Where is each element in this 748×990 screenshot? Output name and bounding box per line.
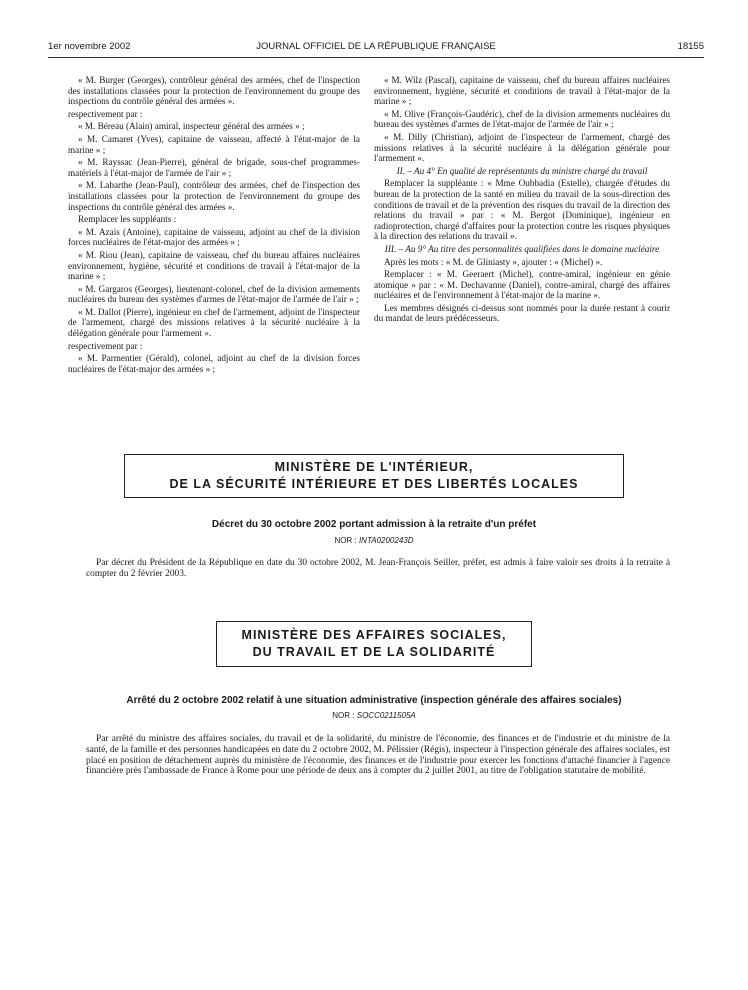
section-heading: II. – Au 4° En qualité de représentants du ministre chargé du travail [396,165,648,176]
arrete-text: Par arrêté du ministre des affaires sociales, du travail et de la solidarité, du ministre de l'économie, des finances et de l'industrie et du ministre de la santé, de la famille et des personnes handicapées en date du 2 octobre 2002, M. Pélissier (Régis), inspecteur à l'inspection générale des affaires sociales, est placé en position de détachement auprès du ministère de l'économie, des finances et de l'industrie pour exercer les fonctions d'attaché financier à l'agence financière près l'ambassade de France à Rome pour une période de deux ans à compter du 2 juillet 2001, au titre de l'obligation statutaire de mobilité. [86,734,670,777]
paragraph: « M. Labarthe (Jean-Paul), contrôleur des armées, chef de l'inspection des installations classées pour la protection de l'environnement du groupe des inspections du contrôle général des armées ». [68,180,360,212]
page-header [48,41,704,58]
header-page-number: 18155 [677,41,704,52]
ministry-heading-line: MINISTÈRE DES AFFAIRES SOCIALES, [241,628,507,642]
right-column [374,75,670,326]
decree-title: Décret du 30 octobre 2002 portant admission à la retraite d'un préfet [211,519,537,530]
paragraph: « M. Gargaros (Georges), lieutenant-colonel, chef de la division armements nucléaires du bureau des systèmes d'armes de l'état-major de l'armée de l'air » ; [68,283,360,305]
nor-code: INTA0200243D [358,536,414,545]
paragraph: « M. Azais (Antoine), capitaine de vaisseau, adjoint au chef de la division forces nucléaires de l'état-major des armées » ; [68,226,360,248]
paragraph: Remplacer la suppléante : « Mme Oubbadia (Estelle), chargée d'études du bureau de la protection de la santé en milieu du travail de la sous-direction des conditions de travail et de la prévention des risques du travail de la direction des relations du travail » par : « M. Bergot (Dominique), ingénieur en radioprotection, chargé d'affaires pour la protection contre les risques physiques à la direction des relations du travail ». [374,178,670,242]
paragraph: « M. Béreau (Alain) amiral, inspecteur général des armées » ; [78,121,305,132]
paragraph: « M. Rayssac (Jean-Pierre), général de brigade, sous-chef programmes-matériels à l'état-major de l'armée de l'air » ; [68,157,360,178]
nor-code: SOCC0211505A [356,711,416,720]
paragraph: respectivement par : [68,108,143,119]
paragraph: « M. Dilly (Christian), adjoint de l'inspecteur de l'armement, chargé des missions relatives à la sécurité nucléaire à la délégation générale pour l'armement ». [374,131,670,164]
paragraph: « M. Burger (Georges), contrôleur général des armées, chef de l'inspection des installations classées pour la protection de l'environnement du groupe des inspections du contrôle général des armées ». [68,75,360,107]
section-heading: III. – Au 9° Au titre des personnalités qualifiées dans le domaine nucléaire [384,243,660,254]
decree-text: Par décret du Président de la République en date du 30 octobre 2002, M. Jean-François Seiller, préfet, est admis à faire valoir ses droits à la retraite à compter du 2 février 2003. [86,558,670,579]
decree-nor [48,536,700,545]
paragraph: « M. Riou (Jean), capitaine de vaisseau, chef du bureau affaires nucléaires environnement, hygiène, sécurité et conditions de travail à l'état-major de la marine » ; [68,249,360,282]
arrete-nor [48,711,700,720]
paragraph: Remplacer : « M. Geeraert (Michel), contre-amiral, ingénieur en génie atomique » par : « M. Dechavanne (Daniel), contre-amiral, chargé des affaires nucléaires et de l'environnement à l'état-major de la marine ». [374,269,670,301]
paragraph: « M. Wilz (Pascal), capitaine de vaisseau, chef du bureau affaires nucléaires environnement, hygiène, sécurité et conditions de travail à l'état-major de la marine » ; [374,75,670,107]
paragraph: Les membres désignés ci-dessus sont nommés pour la durée restant à courir du mandat de leurs prédécesseurs. [374,302,670,324]
paragraph: « M. Parmentier (Gérald), colonel, adjoint au chef de la division forces nucléaires de l'état-major des armées » ; [68,353,360,374]
left-column [68,75,360,376]
paragraph: « M. Olive (François-Gaudéric), chef de la division armements nucléaires du bureau des systèmes d'armes de l'état-major de l'armée de l'air » ; [374,108,670,130]
ministry-heading-affaires-sociales [216,621,532,667]
ministry-heading-line: DU TRAVAIL ET DE LA SOLIDARITÉ [252,645,496,659]
paragraph: Après les mots : « M. de Gliniasty », ajouter : « (Michel) ». [384,256,603,267]
header-journal-title: JOURNAL OFFICIEL DE LA RÉPUBLIQUE FRANÇAISE [256,41,496,52]
ministry-heading-line: DE LA SÉCURITÉ INTÉRIEURE ET DES LIBERTÉS LOCALES [169,477,579,491]
ministry-heading-line: MINISTÈRE DE L'INTÉRIEUR, [274,460,474,474]
ministry-heading-interieur [124,454,624,498]
paragraph: « M. Camaret (Yves), capitaine de vaisseau, affecté à l'état-major de la marine » ; [68,133,360,155]
paragraph: respectivement par : [68,340,143,351]
paragraph: « M. Dallot (Pierre), ingénieur en chef de l'armement, adjoint de l'inspecteur de l'armement, chargé des missions relatives à la sécurité nucléaire à la délégation générale pour l'armement ». [68,306,360,339]
nor-label: NOR : [334,536,357,545]
header-date: 1er novembre 2002 [48,41,131,52]
nor-label: NOR : [332,711,355,720]
paragraph: Remplacer les suppléants : [78,214,177,225]
arrete-title: Arrêté du 2 octobre 2002 relatif à une situation administrative (inspection générale des affaires sociales) [126,695,622,706]
